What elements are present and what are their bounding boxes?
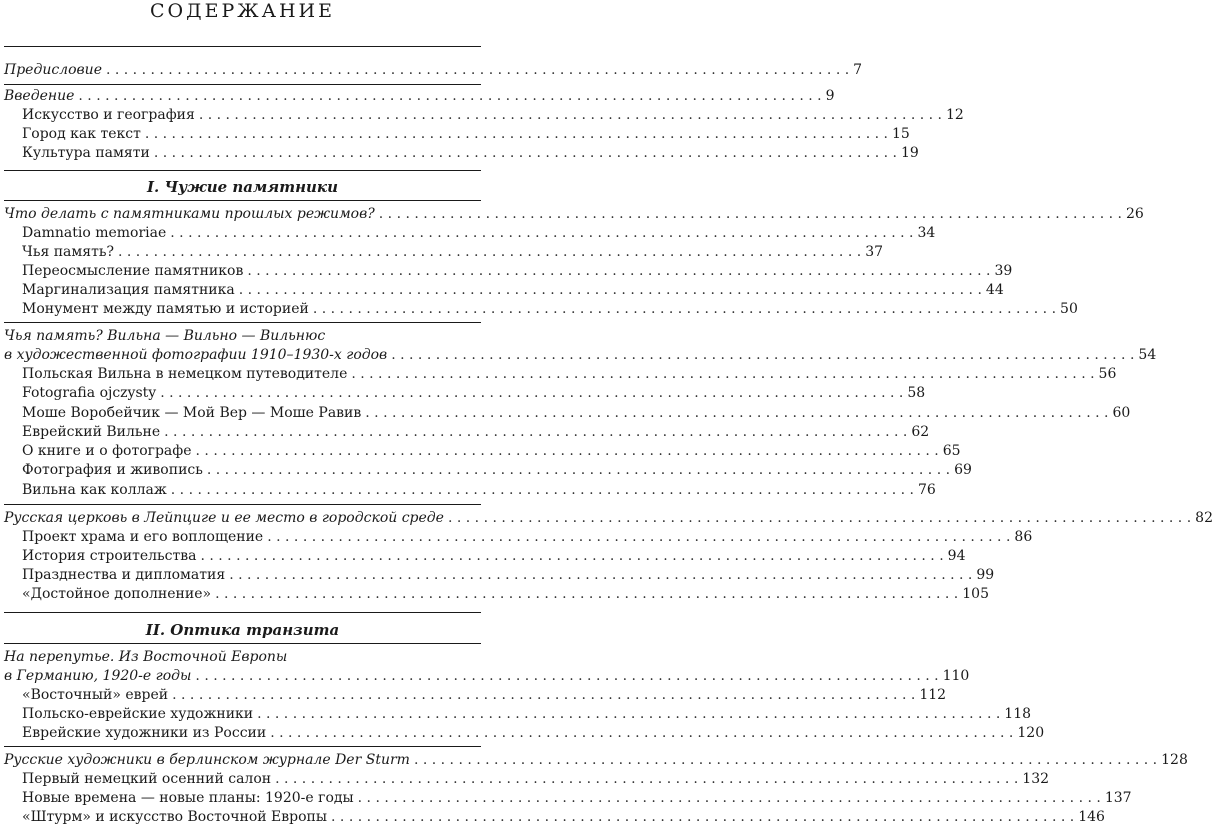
dot-leader [172, 685, 915, 705]
toc-entry-label: Что делать с памятниками прошлых режимов? [4, 206, 375, 222]
dot-leader [358, 788, 1101, 808]
dot-leader [229, 565, 972, 585]
toc-subentry-label: Польско-еврейские художники [22, 706, 254, 722]
toc-page-number: 94 [947, 548, 966, 564]
dot-leader [106, 60, 849, 80]
dot-leader [313, 299, 1056, 319]
section-divider [4, 746, 481, 747]
toc-subentry [22, 527, 1033, 547]
section-divider [4, 612, 481, 613]
toc-subentry [22, 460, 972, 480]
dot-leader [275, 769, 1018, 789]
dot-leader [365, 403, 1108, 423]
dot-leader [200, 546, 943, 566]
toc-page-number: 56 [1098, 366, 1117, 382]
toc-subentry-label: Монумент между памятью и историей [22, 301, 309, 317]
toc-subentry-label: Моше Воробейчик — Мой Вер — Моше Равив [22, 405, 362, 421]
dot-leader [207, 460, 950, 480]
toc-subentry-label: О книге и о фотографе [22, 443, 192, 459]
toc-subentry [22, 422, 930, 442]
toc-subentry-label: Еврейский Вильне [22, 424, 161, 440]
toc-subentry-label: Культура памяти [22, 145, 150, 161]
toc-page-number: 37 [865, 244, 884, 260]
toc-subentry [22, 242, 884, 262]
toc-subentry [22, 723, 1045, 743]
toc-subentry [22, 565, 995, 585]
toc-page-number: 132 [1022, 771, 1050, 787]
dot-leader [118, 242, 861, 262]
dot-leader [270, 723, 1013, 743]
toc-page-number: 137 [1104, 790, 1132, 806]
toc-page-number: 54 [1138, 347, 1157, 363]
toc-entry-label: Предисловие [4, 62, 102, 78]
toc-subentry-label: Еврейские художники из России [22, 725, 267, 741]
toc-page-number: 39 [994, 263, 1013, 279]
toc-entry-label: Русская церковь в Лейпциге и ее место в городской среде [4, 510, 444, 526]
dot-leader [257, 704, 1000, 724]
toc-subentry-label: Польская Вильна в немецком путеводителе [22, 366, 348, 382]
toc-subentry-label: Фотография и живопись [22, 462, 203, 478]
toc-subentry [22, 769, 1050, 789]
toc-page-number: 60 [1112, 405, 1131, 421]
dot-leader [196, 441, 939, 461]
toc-page-number: 112 [919, 687, 947, 703]
toc-page-number: 50 [1060, 301, 1078, 317]
toc-subentry [22, 788, 1132, 808]
toc-page-number: 118 [1004, 706, 1032, 722]
toc-entry-chapter [4, 508, 1213, 528]
toc-subentry [22, 807, 1105, 827]
toc-page-number: 82 [1195, 510, 1213, 526]
section-divider [4, 200, 481, 201]
toc-entry-chapter [4, 204, 1144, 224]
section-divider [4, 170, 481, 171]
toc-entry-introduction [4, 86, 835, 106]
toc-page-number: 15 [892, 126, 910, 142]
page-title: СОДЕРЖАНИЕ [150, 0, 335, 22]
toc-page-number: 146 [1078, 809, 1105, 825]
toc-subentry-label: Проект храма и его воплощение [22, 529, 264, 545]
dot-leader [160, 383, 903, 403]
toc-page-number: 58 [907, 385, 926, 401]
section-divider [4, 322, 481, 323]
toc-entry-preface [4, 60, 863, 80]
toc-subentry-label: Чья память? [22, 244, 114, 260]
toc-entry-chapter [4, 750, 1188, 770]
toc-entry-chapter [4, 345, 1157, 365]
toc-subentry [22, 105, 964, 125]
toc-subentry-label: Маргинализация памятника [22, 282, 235, 298]
toc-page-number: 76 [917, 482, 936, 498]
dot-leader [379, 204, 1122, 224]
toc-subentry-label: «Достойное дополнение» [22, 586, 212, 602]
part-title: II. Оптика транзита [145, 621, 340, 639]
dot-leader [145, 124, 888, 144]
toc-subentry-label: Вильна как коллаж [22, 482, 167, 498]
toc-page-number: 99 [976, 567, 995, 583]
toc-subentry-label: Переосмысление памятников [22, 263, 244, 279]
toc-subentry [22, 546, 966, 566]
dot-leader [331, 807, 1074, 827]
toc-subentry [22, 299, 1078, 319]
toc-page-number: 69 [954, 462, 972, 478]
toc-subentry-label: «Штурм» и искусство Восточной Европы [22, 809, 328, 825]
dot-leader [195, 666, 938, 686]
toc-entry-chapter [4, 666, 970, 686]
toc-subentry-label: Город как текст [22, 126, 141, 142]
dot-leader [391, 345, 1134, 365]
toc-subentry-label: Damnatio memoriae [22, 225, 167, 241]
toc-subentry-label: Fotografia ojczysty [22, 385, 157, 401]
dot-leader [78, 86, 821, 106]
toc-subentry-label: Новые времена — новые планы: 1920-е годы [22, 790, 354, 806]
part-title: I. Чужие памятники [147, 178, 338, 196]
dot-leader [247, 261, 990, 281]
section-divider [4, 84, 481, 85]
section-divider [4, 504, 481, 505]
toc-subentry [22, 223, 936, 243]
toc-subentry [22, 685, 947, 705]
dot-leader [351, 364, 1094, 384]
toc-entry-label-line1: На перепутье. Из Восточной Европы [4, 649, 288, 665]
toc-entry-label-line1: Чья память? Вильна — Вильно — Вильнюс [4, 328, 326, 344]
toc-subentry-label: Первый немецкий осенний салон [22, 771, 272, 787]
dot-leader [154, 143, 897, 163]
toc-subentry [22, 124, 910, 144]
toc-page-number: 65 [942, 443, 961, 459]
dot-leader [414, 750, 1157, 770]
toc-subentry-label: История строительства [22, 548, 197, 564]
toc-subentry [22, 403, 1131, 423]
toc-entry-label: Русские художники в берлинском журнале Der Sturm [4, 752, 410, 768]
toc-page-number: 12 [946, 107, 964, 123]
toc-page-number: 120 [1017, 725, 1045, 741]
toc-subentry [22, 364, 1117, 384]
toc-page-number: 34 [917, 225, 936, 241]
section-divider [4, 643, 481, 644]
toc-page-number: 128 [1161, 752, 1188, 768]
toc-subentry [22, 480, 936, 500]
dot-leader [239, 280, 982, 300]
section-divider [4, 46, 481, 47]
dot-leader [448, 508, 1191, 528]
toc-subentry [22, 704, 1032, 724]
toc-page-number: 110 [942, 668, 970, 684]
toc-subentry [22, 280, 1004, 300]
toc-page-number: 26 [1125, 206, 1144, 222]
toc-page-number: 7 [853, 62, 863, 78]
toc-page-number: 9 [825, 88, 835, 104]
toc-subentry [22, 143, 919, 163]
toc-page-number: 105 [962, 586, 989, 602]
toc-page-number: 86 [1014, 529, 1033, 545]
toc-subentry-label: Празднества и дипломатия [22, 567, 226, 583]
toc-page-number: 44 [985, 282, 1004, 298]
toc-subentry [22, 441, 961, 461]
toc-subentry-label: Искусство и география [22, 107, 195, 123]
dot-leader [267, 527, 1010, 547]
dot-leader [199, 105, 942, 125]
toc-subentry-label: «Восточный» еврей [22, 687, 169, 703]
dot-leader [215, 584, 958, 604]
dot-leader [170, 223, 913, 243]
toc-entry-label: в художественной фотографии 1910–1930-х годов [4, 347, 388, 363]
toc-subentry [22, 383, 926, 403]
dot-leader [171, 480, 914, 500]
toc-page-number: 19 [901, 145, 919, 161]
toc-page-number: 62 [911, 424, 930, 440]
toc-subentry [22, 261, 1013, 281]
dot-leader [164, 422, 907, 442]
toc-entry-label: в Германию, 1920-е годы [4, 668, 192, 684]
toc-subentry [22, 584, 989, 604]
toc-entry-label: Введение [4, 88, 75, 104]
